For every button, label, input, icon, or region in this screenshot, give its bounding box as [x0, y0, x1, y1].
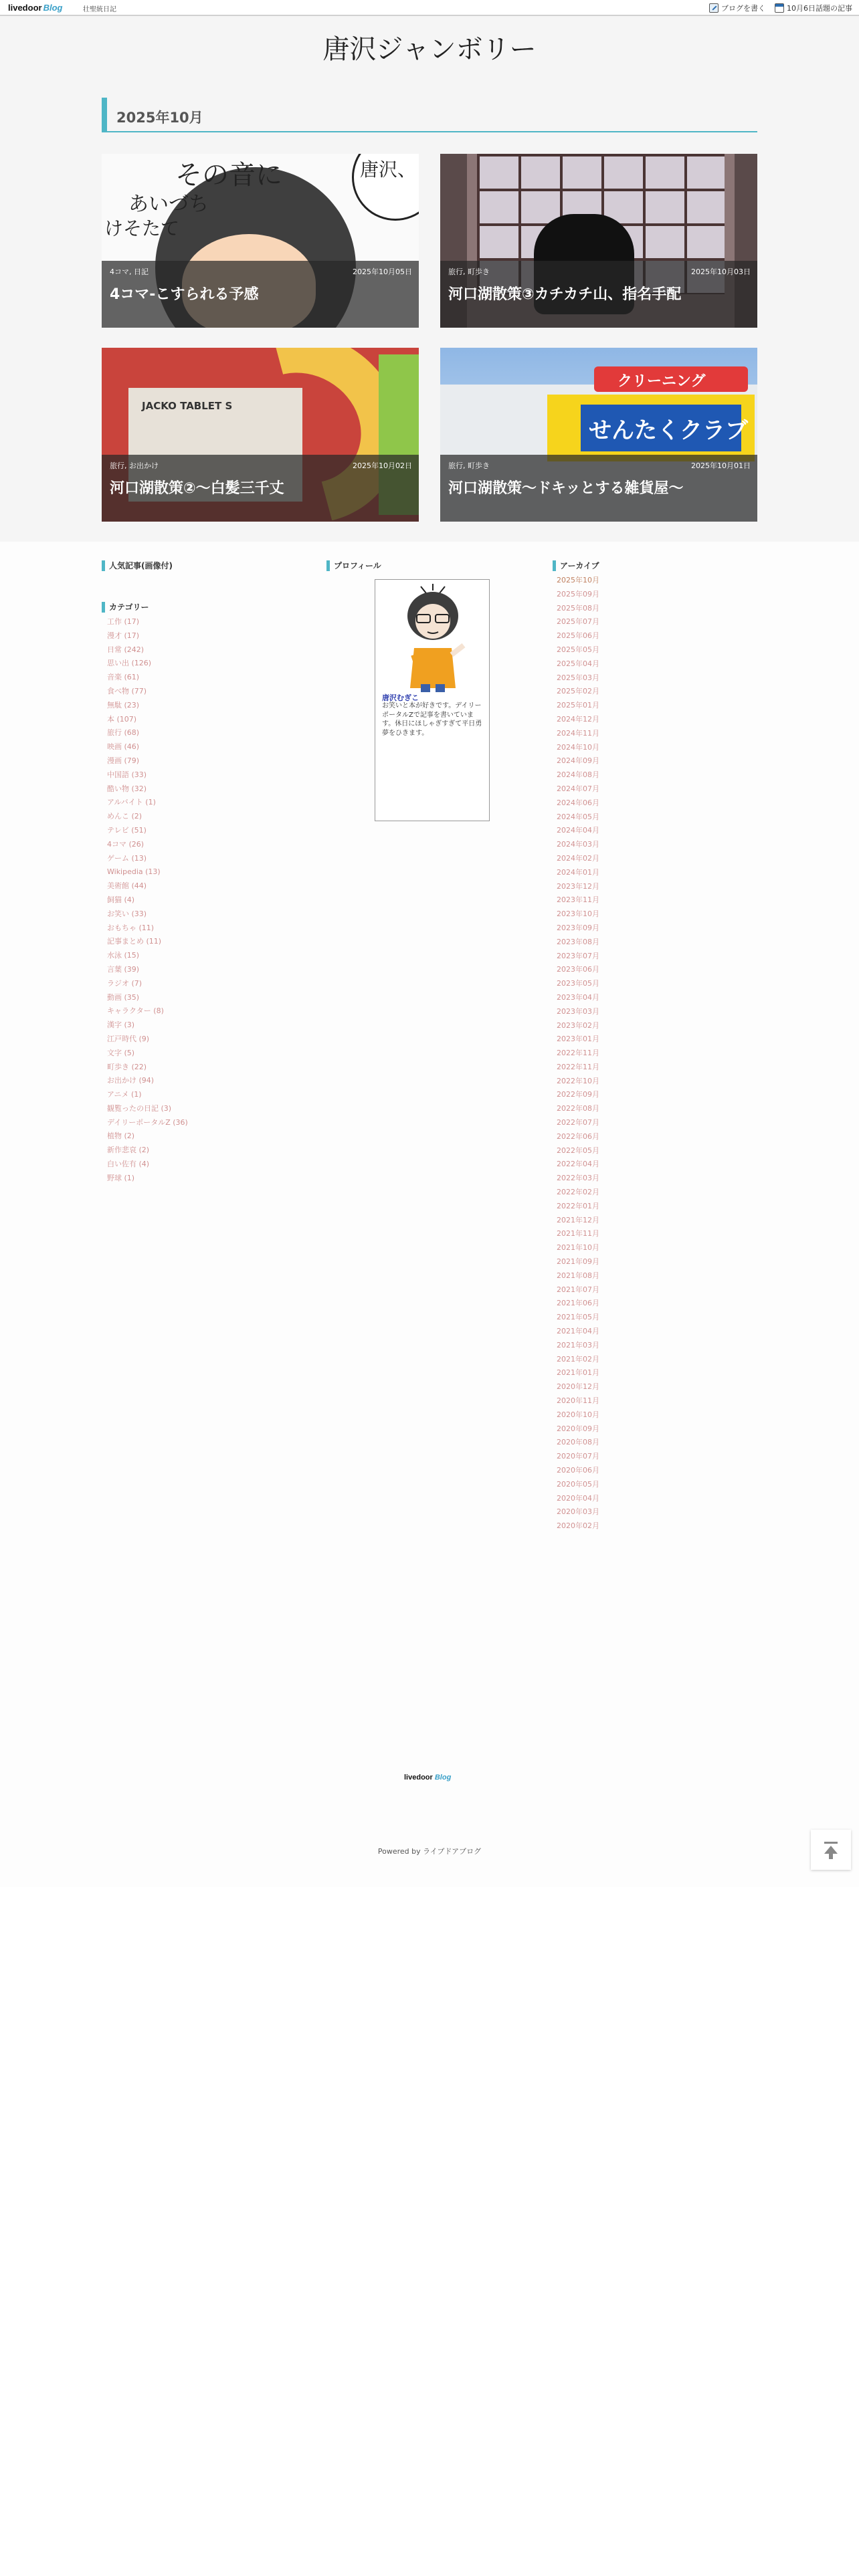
category-item[interactable]: 美術館 (44) [107, 881, 147, 891]
archive-item[interactable]: 2024年02月 [557, 853, 599, 863]
archive-item[interactable]: 2022年09月 [557, 1090, 599, 1099]
archive-item[interactable]: 2022年08月 [557, 1104, 599, 1113]
card-title[interactable]: 4コマ-こすられる予感 [110, 286, 259, 303]
archive-item[interactable]: 2023年11月 [557, 895, 599, 905]
category-item[interactable]: 白い佐有 (4) [107, 1160, 150, 1169]
powered-by[interactable]: Powered by ライブドアブログ [377, 1847, 482, 1856]
archive-item[interactable]: 2020年10月 [557, 1410, 599, 1419]
category-item[interactable]: 酷い物 (32) [107, 784, 147, 793]
archive-item[interactable]: 2024年07月 [557, 784, 599, 793]
top-right-links [709, 3, 852, 13]
archive-item[interactable]: 2020年09月 [557, 1424, 599, 1433]
archive-item[interactable]: 2022年01月 [557, 1201, 599, 1210]
sidebar-area [0, 542, 859, 1887]
card-date: 2025年10月03日 [691, 267, 751, 276]
thumbnail-text: 唐沢、 [359, 158, 416, 181]
archive-item[interactable]: 2020年11月 [557, 1396, 599, 1406]
sidebar-column-right [553, 560, 753, 1533]
logo-blog-text: Blog [43, 3, 63, 13]
pen-icon [709, 3, 719, 13]
archive-item[interactable]: 2021年06月 [557, 1299, 599, 1308]
month-heading [102, 98, 757, 132]
article-card[interactable] [102, 154, 419, 328]
category-item[interactable]: 本 (107) [107, 714, 137, 724]
site-title[interactable]: 唐沢ジャンボリー [322, 34, 537, 65]
category-item[interactable]: お出かけ (94) [107, 1076, 155, 1085]
archive-item[interactable]: 2022年06月 [557, 1132, 599, 1141]
archive-item[interactable]: 2022年11月 [557, 1062, 599, 1071]
category-item[interactable]: 観覧ったの日記 (3) [107, 1103, 172, 1113]
category-item[interactable]: 漫才 (17) [107, 631, 140, 640]
archive-item[interactable]: 2021年01月 [557, 1368, 599, 1378]
archive-item[interactable]: 2023年07月 [557, 951, 599, 960]
archive-item[interactable]: 2025年10月 [557, 576, 599, 584]
category-item[interactable]: Wikipedia (13) [107, 867, 161, 877]
archive-item[interactable]: 2023年09月 [557, 923, 599, 932]
archive-item[interactable]: 2021年10月 [557, 1243, 599, 1253]
category-item[interactable]: 動画 (35) [107, 992, 140, 1002]
card-category[interactable]: 4コマ, 日記 [110, 267, 149, 276]
category-item[interactable]: 中国語 (33) [107, 770, 147, 779]
card-category[interactable]: 旅行, 町歩き [448, 267, 490, 276]
archive-item[interactable]: 2020年07月 [557, 1452, 599, 1461]
category-item[interactable]: 飼猫 (4) [107, 895, 135, 904]
profile-heading: プロフィール [326, 560, 527, 571]
category-item[interactable]: 漫画 (79) [107, 756, 140, 765]
archive-item[interactable]: 2022年03月 [557, 1174, 599, 1183]
archive-item[interactable]: 2023年05月 [557, 979, 599, 988]
category-item[interactable]: 文字 (5) [107, 1048, 135, 1057]
category-item[interactable]: キャラクター (8) [107, 1006, 164, 1016]
archive-item[interactable]: 2022年07月 [557, 1118, 599, 1128]
category-item[interactable]: めんこ (2) [107, 812, 142, 821]
archive-item[interactable]: 2020年05月 [557, 1479, 599, 1489]
category-item[interactable]: おもちゃ (11) [107, 923, 155, 932]
profile-avatar[interactable] [394, 581, 472, 692]
profile-name[interactable]: 唐沢むぎこ [382, 693, 419, 702]
category-item[interactable]: 旅行 (68) [107, 728, 140, 738]
category-item[interactable]: 思い出 (126) [107, 659, 152, 668]
card-title[interactable]: 河口湖散策③カチカチ山、指名手配 [448, 286, 682, 303]
category-item[interactable]: テレビ (51) [107, 825, 147, 835]
archive-item[interactable]: 2025年02月 [557, 687, 599, 696]
category-item[interactable]: 工作 (17) [107, 617, 140, 626]
archive-item[interactable]: 2023年06月 [557, 965, 599, 974]
archive-item[interactable]: 2023年08月 [557, 937, 599, 946]
archive-item[interactable]: 2023年10月 [557, 909, 599, 919]
livedoor-blog-logo[interactable] [8, 3, 62, 13]
archive-item[interactable]: 2025年08月 [557, 603, 599, 613]
category-item[interactable]: 植物 (2) [107, 1132, 135, 1141]
archive-item[interactable]: 2024年08月 [557, 770, 599, 780]
profile-description: お笑いと本が好きです。デイリーポータルZで記事を書いています。休日にほしゃぎすぎて平日勇夢をひきます。 [382, 702, 482, 737]
card-category[interactable]: 旅行, 町歩き [448, 461, 490, 470]
thumbnail-text: けそたて [104, 217, 180, 239]
write-blog-label: ブログを書く [721, 4, 765, 13]
thumbnail-text: あいづち [128, 193, 209, 216]
top-nav-link[interactable]: 壮聖統日記 [83, 6, 116, 13]
archive-item[interactable]: 2023年04月 [557, 992, 599, 1002]
sidebar-column-left [102, 560, 302, 1186]
archive-item[interactable]: 2024年11月 [557, 728, 599, 738]
category-heading: カテゴリー [102, 602, 302, 613]
article-card[interactable] [440, 348, 757, 522]
archive-item[interactable]: 2021年09月 [557, 1257, 599, 1267]
archive-item[interactable]: 2025年01月 [557, 701, 599, 710]
category-item[interactable]: 野球 (1) [107, 1173, 135, 1182]
archive-item[interactable]: 2021年08月 [557, 1271, 599, 1280]
category-item[interactable]: 映画 (46) [107, 742, 140, 752]
category-item[interactable]: 水泳 (15) [107, 951, 140, 960]
archive-item[interactable]: 2023年03月 [557, 1006, 599, 1016]
archive-item[interactable]: 2024年06月 [557, 798, 599, 807]
archive-item[interactable]: 2024年12月 [557, 714, 599, 724]
card-title[interactable]: 河口湖散策〜ドキッとする雑貨屋〜 [448, 480, 684, 497]
archive-item[interactable]: 2022年04月 [557, 1160, 599, 1169]
category-item[interactable]: ゲーム (13) [107, 853, 147, 863]
page-top-button[interactable] [811, 1830, 851, 1870]
category-item[interactable]: ラジオ (7) [107, 978, 142, 988]
thumbnail-text: JACKO TABLET S [142, 400, 233, 412]
archive-item[interactable]: 2025年07月 [557, 617, 599, 627]
card-title[interactable]: 河口湖散策②〜白髪三千丈 [110, 480, 284, 497]
archive-item[interactable]: 2022年05月 [557, 1146, 599, 1155]
card-date: 2025年10月01日 [691, 461, 751, 470]
footer-logo[interactable] [404, 1774, 451, 1782]
archive-item[interactable]: 2023年01月 [557, 1035, 599, 1044]
category-list [102, 615, 302, 1186]
card-category[interactable]: 旅行, お出かけ [110, 461, 159, 470]
archive-item[interactable]: 2025年03月 [557, 673, 599, 682]
archive-item[interactable]: 2021年07月 [557, 1285, 599, 1294]
category-item[interactable]: デイリーポータルZ (36) [107, 1117, 188, 1127]
thumbnail-text: クリーニング [617, 373, 706, 390]
archive-item[interactable]: 2025年04月 [557, 659, 599, 668]
archive-list [553, 574, 753, 1533]
archive-item[interactable]: 2025年09月 [557, 589, 599, 599]
topic-articles-label: 10月6日話題の記事 [787, 4, 852, 13]
month-heading-text: 2025年10月 [116, 110, 203, 126]
archive-item[interactable]: 2021年03月 [557, 1340, 599, 1350]
main-area [0, 16, 859, 542]
archive-item[interactable]: 2024年01月 [557, 867, 599, 877]
archive-item[interactable]: 2025年06月 [557, 631, 599, 641]
global-header [0, 0, 859, 16]
popular-articles-heading: 人気記事(画像付) [102, 560, 302, 571]
write-blog-link[interactable] [709, 3, 765, 13]
category-item[interactable]: 記事まとめ (11) [107, 937, 162, 946]
category-item[interactable]: アルバイト (1) [107, 798, 156, 807]
archive-item[interactable]: 2021年04月 [557, 1327, 599, 1336]
category-item[interactable]: 日常 (242) [107, 645, 145, 654]
archive-item[interactable]: 2022年02月 [557, 1188, 599, 1197]
archive-item[interactable]: 2024年10月 [557, 742, 599, 752]
thumbnail-text: せんたくクラブ [589, 417, 748, 444]
article-card[interactable] [440, 154, 757, 328]
archive-item[interactable]: 2023年12月 [557, 881, 599, 891]
archive-item[interactable]: 2020年02月 [557, 1521, 599, 1531]
category-item[interactable]: 町歩き (22) [107, 1062, 147, 1071]
category-item[interactable]: 音楽 (61) [107, 673, 140, 682]
footer-logo-blog: Blog [434, 1774, 452, 1782]
category-item[interactable]: 言葉 (39) [107, 964, 140, 974]
topic-articles-link[interactable] [775, 3, 852, 13]
category-item[interactable]: 食べ物 (77) [107, 686, 147, 695]
archive-item[interactable]: 2025年05月 [557, 645, 599, 654]
category-item[interactable]: 4コマ (26) [107, 839, 145, 849]
archive-item[interactable]: 2022年10月 [557, 1076, 599, 1085]
archive-item[interactable]: 2021年05月 [557, 1313, 599, 1322]
category-item[interactable]: 漢字 (3) [107, 1021, 135, 1030]
card-date: 2025年10月05日 [353, 267, 412, 276]
category-item[interactable]: 無駄 (23) [107, 700, 140, 710]
category-item[interactable]: 新作悲哀 (2) [107, 1146, 150, 1155]
archive-item[interactable]: 2023年02月 [557, 1021, 599, 1030]
archive-item[interactable]: 2024年05月 [557, 812, 599, 821]
footer-logo-text: livedoor [404, 1774, 433, 1782]
thumbnail-text: その音に [175, 160, 282, 191]
archive-item[interactable]: 2021年02月 [557, 1354, 599, 1364]
archive-item[interactable]: 2020年06月 [557, 1466, 599, 1475]
archive-item[interactable]: 2024年03月 [557, 840, 599, 849]
archive-item[interactable]: 2020年03月 [557, 1507, 599, 1517]
logo-text: livedoor [8, 3, 42, 13]
article-card[interactable] [102, 348, 419, 522]
archive-item[interactable]: 2020年12月 [557, 1382, 599, 1392]
archive-item[interactable]: 2021年11月 [557, 1229, 599, 1239]
category-item[interactable]: 江戸時代 (9) [107, 1034, 150, 1043]
calendar-icon [775, 3, 784, 13]
archive-item[interactable]: 2020年08月 [557, 1438, 599, 1447]
archive-item[interactable]: 2022年11月 [557, 1049, 599, 1058]
archive-item[interactable]: 2021年12月 [557, 1215, 599, 1224]
archive-item[interactable]: 2024年09月 [557, 756, 599, 766]
category-item[interactable]: お笑い (33) [107, 909, 147, 918]
archive-heading: アーカイブ [553, 560, 753, 571]
category-item[interactable]: アニメ (1) [107, 1090, 142, 1099]
archive-item[interactable]: 2024年04月 [557, 826, 599, 835]
profile-box [375, 579, 490, 821]
card-date: 2025年10月02日 [353, 461, 412, 470]
archive-item[interactable]: 2020年04月 [557, 1493, 599, 1503]
sidebar-column-middle [326, 560, 527, 571]
